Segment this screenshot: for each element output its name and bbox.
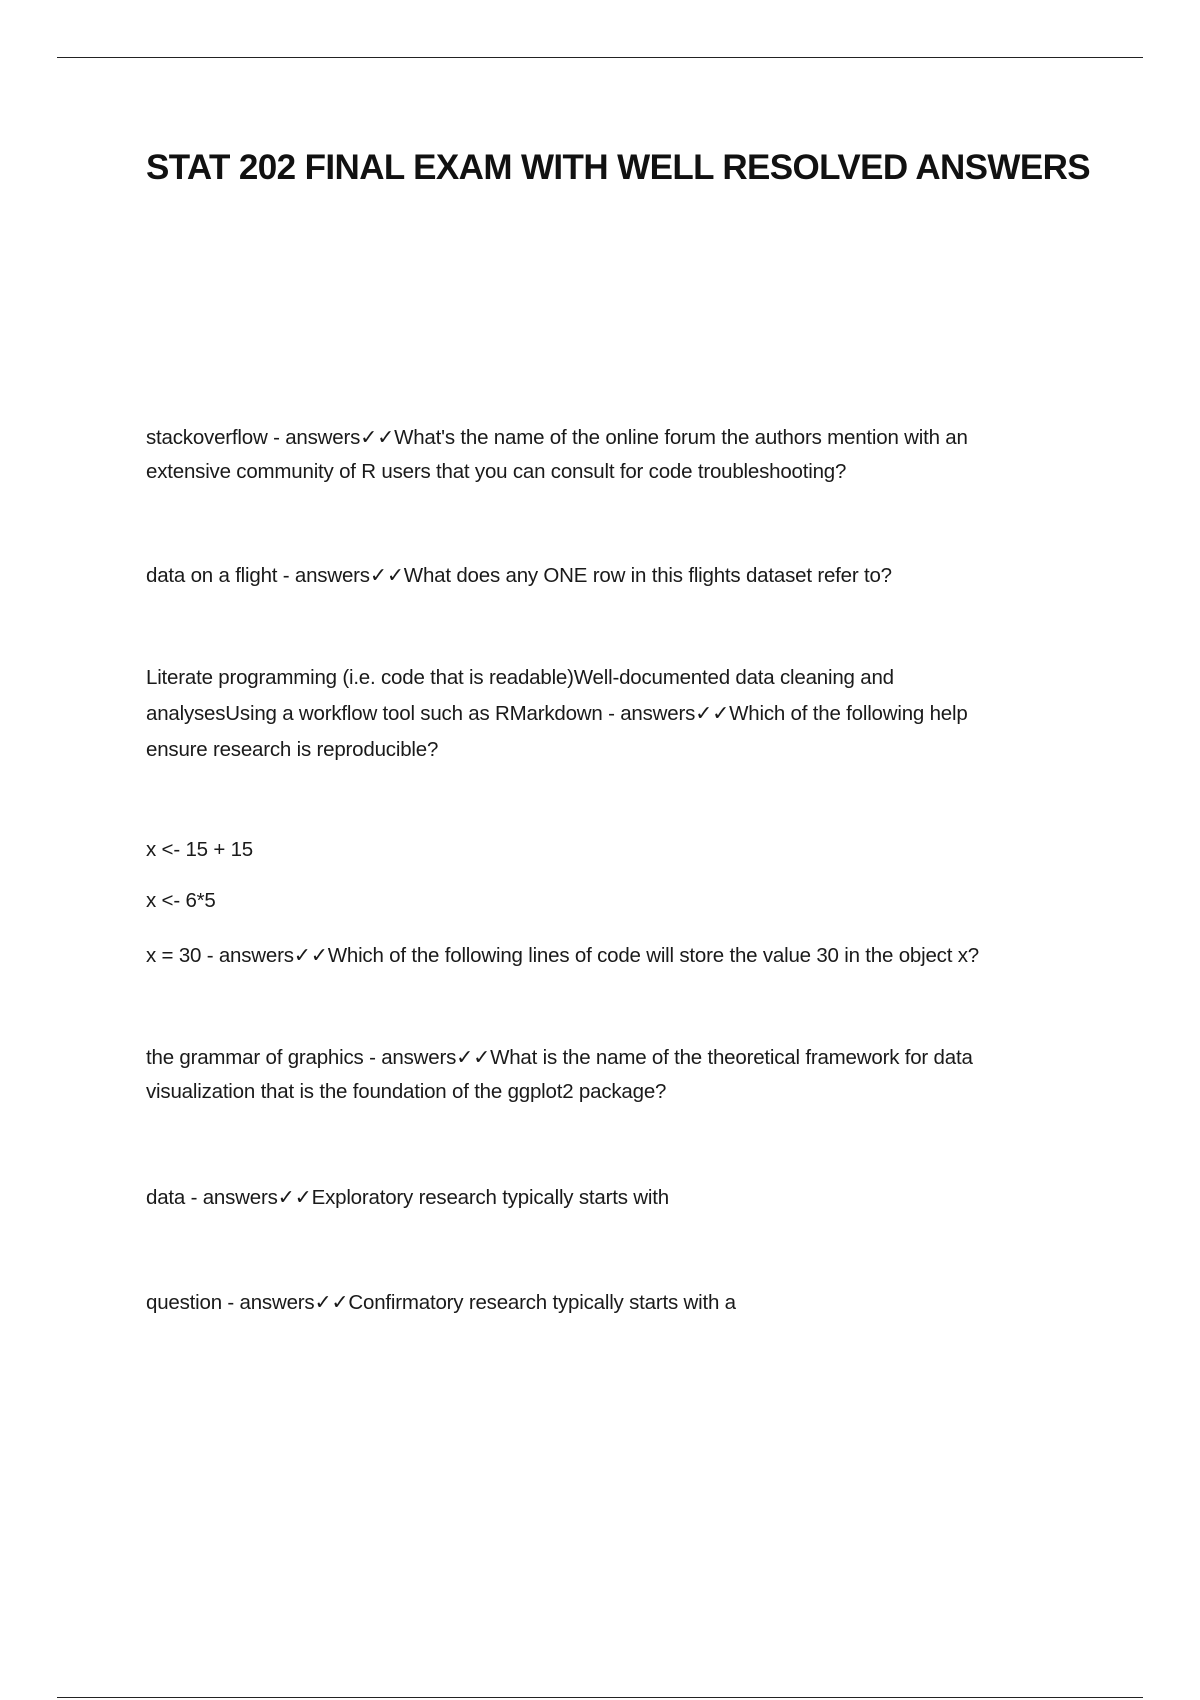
qa-line: data on a flight - answers✓✓What does any ONE row in this flights dataset refer to?	[146, 564, 892, 587]
qa-entry-code-line-1	[146, 833, 1076, 867]
qa-line: x <- 15 + 15	[146, 838, 254, 861]
qa-entry-flight	[146, 559, 1076, 593]
qa-line: x = 30 - answers✓✓Which of the following lines of code will store the value 30 in the object x?	[146, 944, 979, 967]
qa-line: data - answers✓✓Exploratory research typically starts with	[146, 1186, 669, 1209]
qa-line: stackoverflow - answers✓✓What's the name of the online forum the authors mention with an	[146, 426, 968, 449]
qa-line: the grammar of graphics - answers✓✓What is the name of the theoretical framework for data	[146, 1046, 973, 1069]
qa-line: visualization that is the foundation of the ggplot2 package?	[146, 1080, 667, 1103]
bottom-rule	[57, 1697, 1143, 1698]
qa-line: analysesUsing a workflow tool such as RMarkdown - answers✓✓Which of the following help	[146, 702, 968, 725]
qa-entry-stackoverflow	[146, 421, 1076, 489]
document-title: STAT 202 FINAL EXAM WITH WELL RESOLVED ANSWERS	[146, 148, 1091, 187]
qa-entry-code-line-3	[146, 939, 1076, 973]
qa-entry-reproducible	[146, 660, 1076, 768]
qa-entry-grammar-of-graphics	[146, 1041, 1076, 1109]
qa-line: ensure research is reproducible?	[146, 738, 439, 761]
qa-entry-code-line-2	[146, 884, 1076, 918]
qa-line: x <- 6*5	[146, 889, 216, 912]
qa-line: extensive community of R users that you can consult for code troubleshooting?	[146, 460, 847, 483]
qa-entry-confirmatory	[146, 1286, 1076, 1320]
qa-line: question - answers✓✓Confirmatory research typically starts with a	[146, 1291, 736, 1314]
top-rule	[57, 57, 1143, 58]
qa-entry-exploratory	[146, 1181, 1076, 1215]
qa-line: Literate programming (i.e. code that is readable)Well-documented data cleaning and	[146, 666, 894, 689]
